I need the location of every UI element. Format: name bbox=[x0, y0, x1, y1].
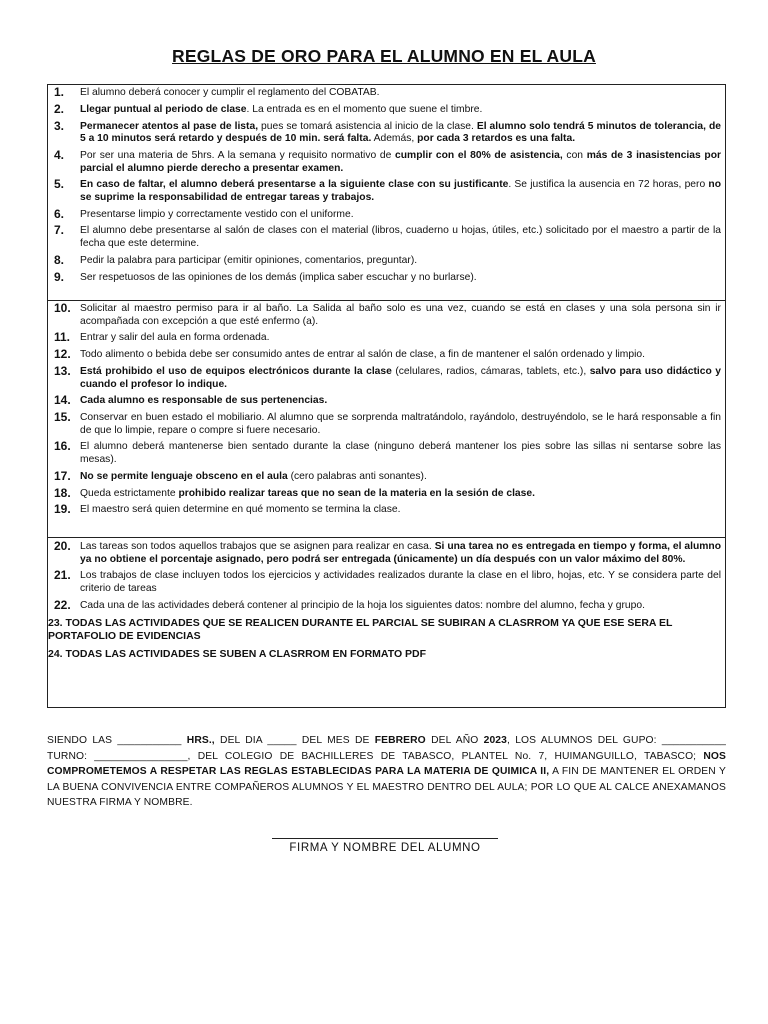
rule-text: No se permite lenguaje obsceno en el aula bbox=[80, 470, 288, 482]
rule-text: El maestro será quien determine en qué momento se termina la clase. bbox=[80, 504, 401, 516]
rule-text: (cero palabras anti sonantes). bbox=[287, 470, 427, 482]
rule-text: Permanecer atentos al pase de lista, bbox=[80, 120, 259, 132]
rule-text: Entrar y salir del aula en forma ordenada. bbox=[80, 332, 270, 344]
rule-text: cumplir con el 80% de asistencia, bbox=[395, 149, 563, 161]
rule-item bbox=[54, 332, 721, 345]
rule-item bbox=[54, 179, 721, 204]
rule-text: Los trabajos de clase incluyen todos los ejercicios y actividades realizados durante la clase en el libro, hojas, etc. Y se considera parte del criterio de tareas bbox=[80, 570, 721, 594]
rule-number: 17. bbox=[54, 468, 71, 483]
commitment-text: , LOS ALUMNOS DEL GUPO: ___________ TURNO: ________________, DEL COLEGIO DE BACHILLERES DE TABASCO, PLANTEL No. 7, HUIMANGUILLO, TABASCO; bbox=[47, 735, 726, 762]
rule-number: 2. bbox=[54, 101, 65, 116]
rule-text: por cada 3 retardos es una falta. bbox=[417, 133, 576, 145]
rules-section-3 bbox=[47, 538, 726, 708]
rule-text: Queda estrictamente bbox=[80, 487, 179, 499]
rule-item bbox=[54, 541, 721, 566]
rule-text: Las tareas son todos aquellos trabajos que se asignen para realizar en casa. bbox=[80, 541, 435, 552]
rule-text: En caso de faltar, el alumno deberá presentarse a la siguiente clase con su justificante bbox=[80, 179, 509, 191]
rule-text: Además, bbox=[371, 133, 418, 145]
rule-number: 22. bbox=[54, 597, 71, 612]
rule-number: 8. bbox=[54, 252, 65, 267]
rule-text: . La entrada es en el momento que suene el timbre. bbox=[246, 103, 483, 115]
rule-text: Llegar puntual al periodo de clase bbox=[80, 103, 247, 115]
rule-item bbox=[54, 303, 721, 328]
document-title: REGLAS DE ORO PARA EL ALUMNO EN EL AULA bbox=[172, 46, 596, 66]
rule-number: 11. bbox=[54, 330, 71, 345]
rule-item bbox=[54, 412, 721, 437]
rule-item bbox=[54, 118, 722, 146]
rule-text: Pedir la palabra para participar (emitir opiniones, comentarios, preguntar). bbox=[80, 254, 418, 266]
rules-section-2 bbox=[47, 301, 726, 538]
commitment-text: NOS COMPROMETEMOS A RESPETAR LAS REGLAS ESTABLECIDAS PARA LA MATERIA DE QUIMICA II, bbox=[47, 750, 726, 777]
rule-number: 12. bbox=[54, 347, 71, 362]
rule-text: El alumno deberá conocer y cumplir el reglamento del COBATAB. bbox=[80, 87, 380, 98]
rule-number: 21. bbox=[54, 568, 71, 583]
rule-item bbox=[54, 570, 721, 595]
rules-section-1 bbox=[47, 84, 726, 301]
rule-item bbox=[54, 468, 721, 484]
rule-number: 14. bbox=[54, 393, 71, 408]
rule-text: con bbox=[562, 149, 587, 161]
rule-number: 1. bbox=[54, 85, 65, 99]
rule-text: más de 3 inasistencias por parcial el alumno pierde derecho a presentar examen. bbox=[80, 149, 721, 174]
rule-item bbox=[54, 101, 721, 117]
rule-item-caps: 24. TODAS LAS ACTIVIDADES SE SUBEN A CLASRROM EN FORMATO PDF bbox=[48, 647, 427, 660]
rule-item bbox=[54, 597, 721, 613]
rule-number: 9. bbox=[54, 269, 65, 284]
rule-text: El alumno solo tendrá 5 minutos de tolerancia, de 5 a 10 minutos será retardo y después de 10 min. será falta. bbox=[80, 120, 722, 145]
commitment-text: FEBRERO bbox=[374, 735, 426, 746]
rule-item bbox=[54, 206, 721, 222]
rule-text: Conservar en buen estado el mobiliario. Al alumno que se sorprenda maltratándolo, rayándolo, destruyéndolo, se le hará responsable a fin de que lo limpie, repare o compre si fuere necesario. bbox=[80, 412, 721, 436]
rule-text: pues se tomará asistencia al inicio de la clase. bbox=[258, 120, 477, 132]
rule-number: 19. bbox=[54, 502, 71, 517]
rule-text: no se suprime la responsabilidad de entregar tareas y trabajos. bbox=[80, 179, 721, 203]
rule-number: 4. bbox=[54, 147, 65, 162]
rule-text: Todo alimento o bebida debe ser consumido antes de entrar al salón de clase, a fin de mantener el salón ordenado y limpio. bbox=[80, 349, 645, 361]
commitment-text: DEL DIA _____ DEL MES DE bbox=[214, 735, 375, 746]
rule-item bbox=[54, 504, 721, 517]
rule-number: 20. bbox=[54, 539, 71, 553]
commitment-text: 2023 bbox=[483, 735, 507, 746]
rule-number: 5. bbox=[54, 177, 65, 192]
rule-item bbox=[54, 395, 721, 408]
commitment-paragraph bbox=[47, 733, 726, 811]
rule-number: 7. bbox=[54, 223, 65, 238]
rule-item-caps: 23. TODAS LAS ACTIVIDADES QUE SE REALICEN DURANTE EL PARCIAL SE SUBIRAN A CLASRROM YA QUE ESE SERA EL PORTAFOLIO DE EVIDENCIAS bbox=[48, 616, 673, 643]
rule-number: 10. bbox=[54, 301, 71, 315]
rule-number: 6. bbox=[54, 206, 65, 221]
rule-text: El alumno debe presentarse al salón de clases con el material (libros, cuaderno u hojas, útiles, etc.) solicitado por el maestro a partir de la fecha que este determine. bbox=[80, 225, 721, 250]
rule-number: 3. bbox=[54, 118, 65, 133]
rule-number: 13. bbox=[54, 363, 71, 378]
rule-number: 18. bbox=[54, 485, 71, 500]
rule-item bbox=[54, 147, 721, 175]
rule-text: . Se justifica la ausencia en 72 horas, pero bbox=[508, 179, 709, 191]
rule-text: Por ser una materia de 5hrs. A la semana y requisito normativo de bbox=[80, 149, 396, 161]
rule-item bbox=[54, 252, 721, 268]
rule-text: Si una tarea no es entregada en tiempo y forma, el alumno ya no obtiene el porcentaje asignado, pero podrá ser entregada (únicamente) un día después con un valor máximo del 80%. bbox=[80, 541, 722, 565]
rule-item bbox=[54, 87, 721, 100]
rule-text: (celulares, radios, cámaras, tablets, etc.), bbox=[391, 365, 590, 377]
rule-item bbox=[54, 485, 721, 501]
rule-text: Presentarse limpio y correctamente vestido con el uniforme. bbox=[80, 208, 354, 220]
rule-text: Solicitar al maestro permiso para ir al baño. La Salida al baño solo es una vez, cuando se está en clases y una sola persona sin ir acompañada con excepción a que esté enfermo (a). bbox=[80, 303, 721, 327]
rule-item bbox=[54, 269, 721, 285]
commitment-text: SIENDO LAS ___________ bbox=[47, 735, 187, 746]
rule-text: Cada una de las actividades deberá contener al principio de la hoja los siguientes datos: nombre del alumno, fecha y grupo. bbox=[80, 599, 645, 611]
rule-item bbox=[54, 441, 721, 466]
rule-item bbox=[54, 225, 721, 250]
commitment-text: A FIN DE MANTENER EL ORDEN Y LA BUENA CONVIVENCIA ENTRE COMPAÑEROS ALUMNOS Y EL MAESTRO DENTRO DEL AULA; POR LO QUE AL CALCE ANEXAMANOS NUESTRA FIRMA Y NOMBRE. bbox=[47, 766, 727, 808]
rule-item bbox=[54, 349, 721, 362]
rule-text: Ser respetuosos de las opiniones de los demás (implica saber escuchar y no burlarse). bbox=[80, 271, 477, 283]
rule-number: 16. bbox=[54, 439, 71, 454]
rule-item bbox=[54, 363, 721, 391]
signature-label: FIRMA Y NOMBRE DEL ALUMNO bbox=[289, 842, 481, 854]
commitment-text: HRS., bbox=[186, 735, 215, 746]
rule-text: El alumno deberá mantenerse bien sentado durante la clase (ninguno deberá mantener los pies sobre las sillas ni sentarse sobre las mesas). bbox=[80, 441, 721, 466]
rule-text: salvo para uso didáctico y cuando el profesor lo indique. bbox=[80, 365, 721, 390]
signature-line bbox=[272, 838, 498, 839]
rule-number: 15. bbox=[54, 410, 71, 425]
rule-text: Cada alumno es responsable de sus pertenencias. bbox=[80, 395, 328, 407]
rule-text: prohibido realizar tareas que no sean de la materia en la sesión de clase. bbox=[178, 487, 535, 499]
rule-text: Está prohibido el uso de equipos electrónicos durante la clase bbox=[80, 365, 392, 377]
commitment-text: DEL AÑO bbox=[425, 735, 484, 746]
